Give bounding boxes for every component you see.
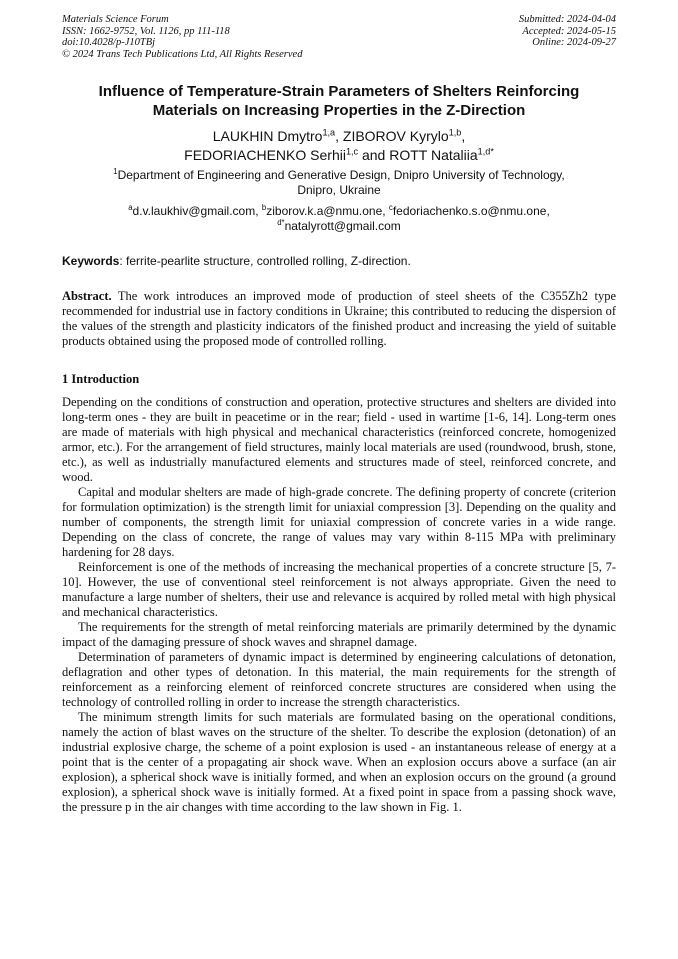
keywords-label: Keywords bbox=[62, 254, 120, 268]
author-3: FEDORIACHENKO Serhii bbox=[184, 147, 346, 163]
email-b-sup: b bbox=[261, 203, 267, 212]
emails-line-2 bbox=[62, 219, 616, 234]
section-heading: 1 Introduction bbox=[62, 372, 140, 386]
author-2: ZIBOROV Kyrylo bbox=[342, 128, 449, 144]
email-b: ziborov.k.a@nmu.one, bbox=[266, 204, 389, 218]
intro-paragraph-1: Depending on the conditions of construction and operation, protective structures and shelters are divided into long-term ones - they are built in peacetime or in the rear; field - used in wartime [1-6, 14]. Long-term ones are made of materials with high physical and mechanical characteristics (reinforced concrete, homogenized armor, etc.). For the arrangement of field structures, mainly local materials are used (roundwood, brush, stone, etc.), as well as industrially manufactured elements and structures made of steel, reinforced concrete, and wood. bbox=[62, 395, 616, 484]
author-1: LAUKHIN Dmytro bbox=[212, 128, 323, 144]
keywords bbox=[62, 254, 616, 268]
emails-line-1 bbox=[62, 204, 616, 219]
copyright-line: © 2024 Trans Tech Publications Ltd, All Rights Reserved bbox=[62, 48, 303, 60]
intro-paragraph-5: Determination of parameters of dynamic impact is determined by engineering calculations of detonation, deflagration and other types of detonation. In this material, the main requirements for the strength of reinforcement as a reinforcing element of reinforced concrete structures are considered when using the technology of controlled rolling in order to increase the strength characteristics. bbox=[62, 650, 616, 709]
author-4: ROTT Nataliia bbox=[389, 147, 478, 163]
author-separator: and bbox=[358, 147, 390, 163]
abstract-label: Abstract. bbox=[62, 289, 112, 303]
affiliation bbox=[62, 168, 616, 197]
author-2-sup: 1,b bbox=[448, 127, 462, 138]
introduction-body bbox=[62, 395, 616, 815]
email-d-sup: d* bbox=[277, 217, 285, 227]
author-4-sup: 1,d* bbox=[477, 146, 494, 157]
author-3-sup: 1,c bbox=[345, 146, 359, 157]
abstract bbox=[62, 289, 616, 349]
affiliation-text-1: Department of Engineering and Generative Design, Dnipro University of Technology, bbox=[117, 168, 565, 182]
abstract-text: The work introduces an improved mode of production of steel sheets of the C355Zh2 type recommended for industrial use in factory conditions in Ukraine; this contributed to reducing the dispersion of the values of the strength and plasticity indicators of the finished product and increasing the yield of suitable products obtained using the proposed mode of controlled rolling. bbox=[62, 289, 616, 348]
affiliation-line-2: Dnipro, Ukraine bbox=[297, 182, 381, 197]
email-c-sup: c bbox=[388, 203, 393, 212]
paper-title bbox=[62, 82, 616, 120]
author-separator: , bbox=[461, 128, 466, 144]
keywords-text: : ferrite-pearlite structure, controlled rolling, Z-direction. bbox=[119, 254, 411, 268]
intro-paragraph-6: The minimum strength limits for such materials are formulated basing on the operational conditions, namely the action of blast waves on the structure of the shelter. To describe the explosion (detonation) of an industrial explosive charge, the scheme of a point explosion is used - an instantaneous release of energy at a point that is the center of a propagating air shock wave. When an explosion occurs above a surface (an air explosion), a spherical shock wave is initially formed, and when an explosion occurs on the ground (a ground explosion), a spherical shock wave is initially formed. At a fixed point in space from a passing shock wave, the pressure p in the air changes with time according to the law shown in Fig. 1. bbox=[62, 710, 616, 814]
accepted-date: Accepted: 2024-05-15 bbox=[522, 25, 616, 37]
online-date: Online: 2024-09-27 bbox=[532, 37, 616, 48]
intro-paragraph-2: Capital and modular shelters are made of high-grade concrete. The defining property of concrete (criterion for formulation optimization) is the strength limit for uniaxial compression [3]. Depending on the quality and number of components, the strength limit for uniaxial compression of concrete varies in a wide range. Depending on the class of concrete, the range of values may vary within 8-115 MPa with preliminary hardening for 28 days. bbox=[62, 485, 616, 559]
authors-line-2 bbox=[62, 146, 616, 165]
issn-line: ISSN: 1662-9752, Vol. 1126, pp 111-118 bbox=[62, 25, 230, 37]
intro-paragraph-4: The requirements for the strength of metal reinforcing materials are primarily determined by the dynamic impact of the damaging pressure of shock waves and shrapnel damage. bbox=[62, 620, 616, 649]
authors-line-1 bbox=[62, 127, 616, 146]
author-separator: , bbox=[335, 128, 343, 144]
author-list bbox=[62, 127, 616, 165]
affiliation-sup: 1 bbox=[113, 167, 118, 176]
title-line-2: Materials on Increasing Properties in the Z-Direction bbox=[152, 102, 526, 119]
email-a: d.v.laukhiv@gmail.com, bbox=[132, 204, 262, 218]
email-c: fedoriachenko.s.o@nmu.one, bbox=[392, 204, 550, 218]
intro-paragraph-3: Reinforcement is one of the methods of increasing the mechanical properties of a concrete structure [5, 7-10]. However, the use of conventional steel reinforcement is not always appropriate. Given the need to manufacture a large number of shelters, their use and relevance is acquired by rolled metal with high physical and mechanical characteristics. bbox=[62, 560, 616, 619]
submission-dates bbox=[519, 14, 616, 49]
journal-name: Materials Science Forum bbox=[62, 14, 169, 25]
email-d: natalyrott@gmail.com bbox=[284, 218, 401, 233]
journal-info bbox=[62, 14, 302, 60]
title-line-1: Influence of Temperature-Strain Parameters of Shelters Reinforcing bbox=[98, 83, 580, 100]
doi-line: doi:10.4028/p-J10TBj bbox=[62, 37, 156, 48]
email-a-sup: a bbox=[128, 203, 133, 212]
submitted-date: Submitted: 2024-04-04 bbox=[518, 14, 616, 25]
affiliation-line-1 bbox=[62, 168, 616, 183]
author-1-sup: 1,a bbox=[322, 127, 336, 138]
author-emails bbox=[62, 204, 616, 233]
